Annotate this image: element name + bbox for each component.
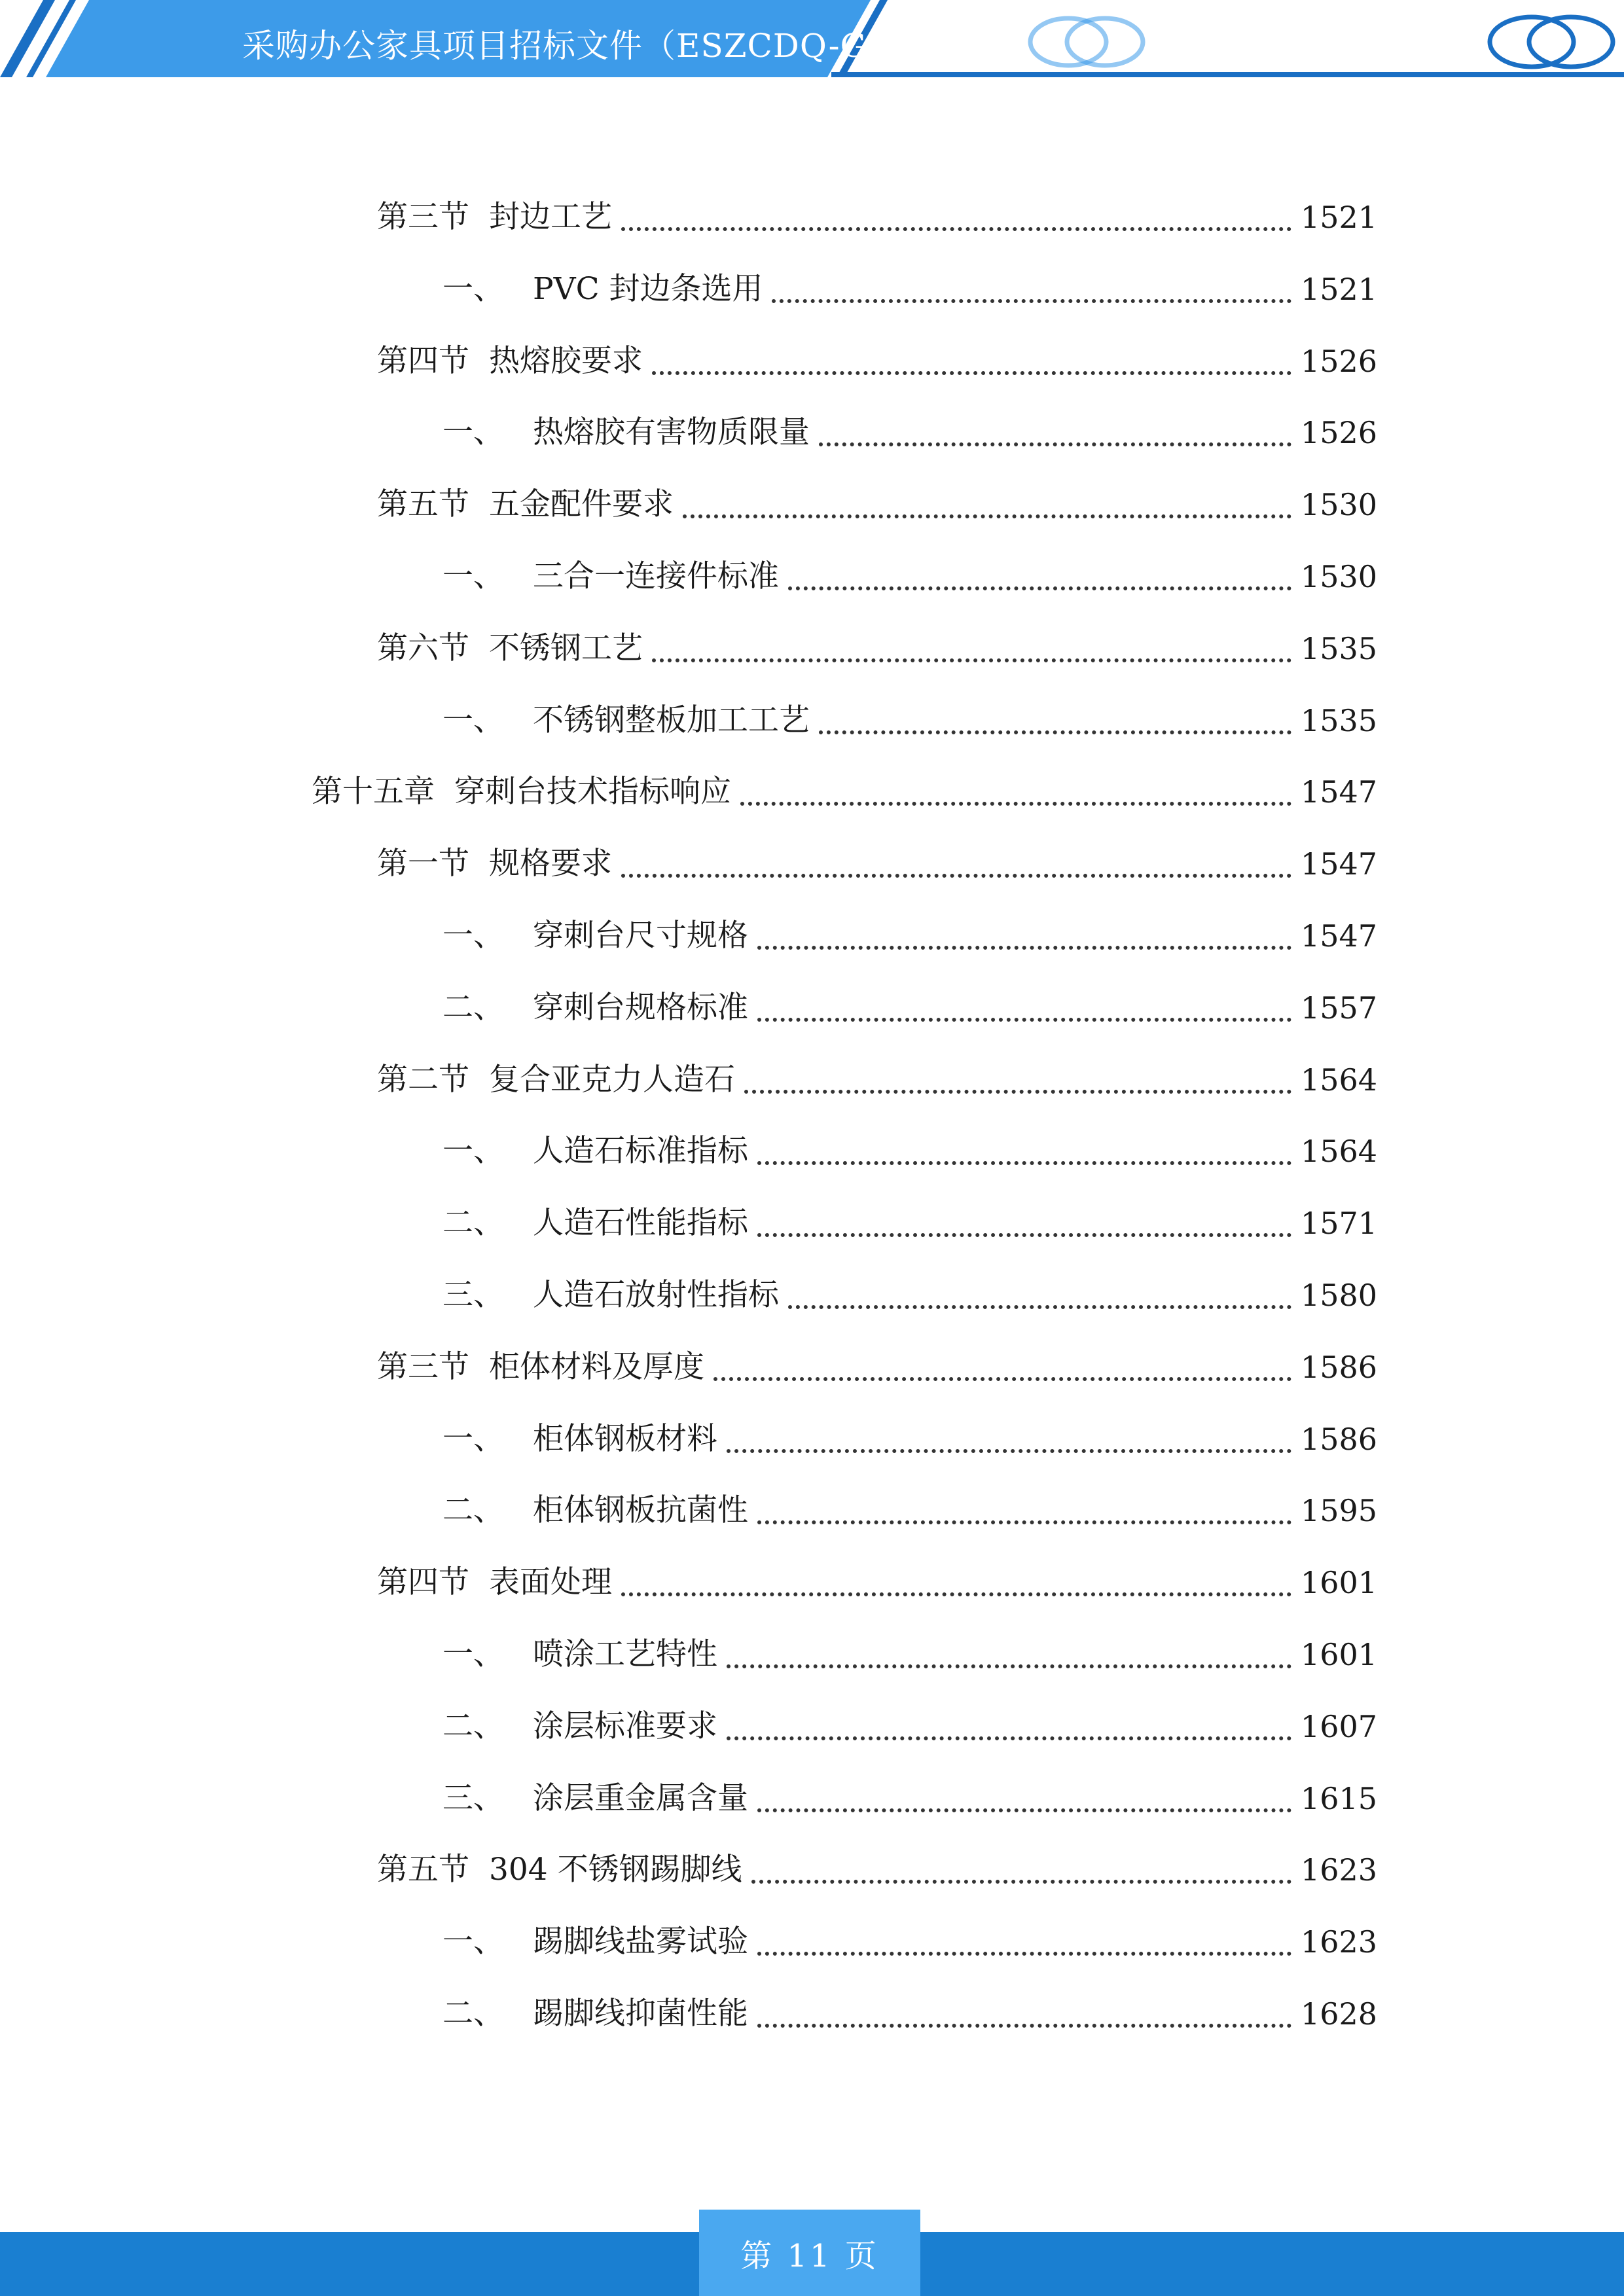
toc-dot-leader bbox=[757, 1018, 1291, 1022]
toc-entry-page: 1601 bbox=[1300, 1637, 1377, 1672]
toc-entry-title: 热熔胶要求 bbox=[489, 343, 643, 379]
toc-entry-title: 柜体材料及厚度 bbox=[489, 1349, 704, 1385]
toc-entry-title: 穿刺台尺寸规格 bbox=[533, 918, 748, 954]
toc-entry[interactable] bbox=[442, 1776, 1377, 1821]
toc-entry-number: 一、 bbox=[442, 918, 504, 954]
toc-entry-number: 一、 bbox=[442, 558, 504, 594]
toc-entry-title: 封边工艺 bbox=[489, 199, 612, 235]
toc-entry-title: 涂层重金属含量 bbox=[533, 1780, 748, 1816]
toc-entry-title: 涂层标准要求 bbox=[533, 1708, 717, 1744]
toc-entry-number: 一、 bbox=[442, 1924, 504, 1960]
toc-entry[interactable] bbox=[442, 1200, 1377, 1246]
toc-entry-title: PVC 封边条选用 bbox=[533, 271, 763, 307]
toc-dot-leader bbox=[744, 1090, 1291, 1094]
toc-entry-page: 1521 bbox=[1300, 272, 1377, 307]
document-title: 采购办公家具项目招标文件（ESZCDQ-G-H bbox=[242, 27, 909, 65]
toc-dot-leader bbox=[788, 1305, 1291, 1309]
toc-dot-leader bbox=[757, 1161, 1291, 1165]
toc-dot-leader bbox=[621, 227, 1291, 231]
toc-entry-number: 二、 bbox=[442, 990, 504, 1026]
toc-dot-leader bbox=[788, 586, 1291, 590]
toc-entry[interactable] bbox=[442, 913, 1377, 959]
toc-entry[interactable] bbox=[442, 985, 1377, 1031]
toc-entry[interactable] bbox=[312, 769, 1377, 815]
toc-entry-number: 第四节 bbox=[377, 343, 469, 379]
toc-entry-page: 1586 bbox=[1300, 1422, 1377, 1457]
toc-entry-title: 人造石标准指标 bbox=[533, 1133, 748, 1169]
toc-entry-title: 人造石放射性指标 bbox=[533, 1277, 779, 1313]
toc-entry-page: 1580 bbox=[1300, 1278, 1377, 1313]
toc-entry-page: 1535 bbox=[1300, 631, 1377, 666]
toc-entry-page: 1623 bbox=[1300, 1924, 1377, 1960]
toc-entry[interactable] bbox=[442, 698, 1377, 744]
toc-entry[interactable] bbox=[442, 1919, 1377, 1965]
toc-entry-number: 一、 bbox=[442, 271, 504, 307]
toc-entry[interactable] bbox=[377, 626, 1377, 672]
toc-dot-leader bbox=[772, 299, 1291, 303]
toc-entry-page: 1607 bbox=[1300, 1709, 1377, 1744]
toc-entry[interactable] bbox=[377, 1847, 1377, 1893]
toc-entry-page: 1530 bbox=[1300, 559, 1377, 594]
toc-entry[interactable] bbox=[377, 1560, 1377, 1605]
toc-entry-title: 喷涂工艺特性 bbox=[533, 1636, 717, 1672]
toc-entry-title: 不锈钢整板加工工艺 bbox=[533, 702, 810, 738]
toc-dot-leader bbox=[713, 1377, 1291, 1381]
toc-entry[interactable] bbox=[442, 410, 1377, 456]
toc-entry-title: 不锈钢工艺 bbox=[489, 630, 643, 666]
toc-entry-number: 第五节 bbox=[377, 486, 469, 522]
toc-dot-leader bbox=[683, 514, 1291, 518]
toc-dot-leader bbox=[757, 1520, 1291, 1524]
toc-dot-leader bbox=[819, 730, 1291, 734]
toc-entry-page: 1530 bbox=[1300, 487, 1377, 522]
toc-entry-page: 1571 bbox=[1300, 1206, 1377, 1241]
toc-entry[interactable] bbox=[442, 1416, 1377, 1462]
toc-entry-title: 柜体钢板材料 bbox=[533, 1421, 717, 1457]
toc-dot-leader bbox=[727, 1736, 1291, 1740]
toc-entry[interactable] bbox=[442, 554, 1377, 600]
toc-entry[interactable] bbox=[442, 1128, 1377, 1174]
toc-entry-number: 二、 bbox=[442, 1492, 504, 1528]
toc-entry-number: 第十五章 bbox=[312, 774, 435, 810]
toc-entry[interactable] bbox=[377, 194, 1377, 240]
toc-entry[interactable] bbox=[377, 482, 1377, 528]
toc-dot-leader bbox=[819, 442, 1291, 446]
toc-entry-page: 1547 bbox=[1300, 774, 1377, 810]
page-number-label: 第 11 页 bbox=[740, 2237, 879, 2274]
toc-entry[interactable] bbox=[442, 266, 1377, 312]
toc-entry-page: 1623 bbox=[1300, 1852, 1377, 1888]
toc-entry[interactable] bbox=[377, 1344, 1377, 1390]
toc-entry-title: 踢脚线盐雾试验 bbox=[533, 1924, 748, 1960]
toc-entry[interactable] bbox=[442, 1991, 1377, 2037]
toc-entry-title: 穿刺台技术指标响应 bbox=[454, 774, 731, 810]
toc-dot-leader bbox=[757, 946, 1291, 950]
toc-entry-page: 1526 bbox=[1300, 344, 1377, 379]
toc-entry-page: 1521 bbox=[1300, 200, 1377, 235]
toc-entry-page: 1586 bbox=[1300, 1350, 1377, 1385]
toc-entry[interactable] bbox=[442, 1488, 1377, 1534]
toc-entry[interactable] bbox=[377, 338, 1377, 384]
toc-entry-title: 304 不锈钢踢脚线 bbox=[489, 1852, 742, 1888]
toc-dot-leader bbox=[621, 1592, 1291, 1596]
toc-entry-number: 第六节 bbox=[377, 630, 469, 666]
toc-entry-page: 1547 bbox=[1300, 846, 1377, 882]
toc-entry-number: 一、 bbox=[442, 1133, 504, 1169]
rings-logo-icon bbox=[1021, 13, 1152, 72]
toc-entry[interactable] bbox=[377, 841, 1377, 887]
toc-entry-title: 表面处理 bbox=[489, 1564, 612, 1600]
toc-entry-page: 1564 bbox=[1300, 1062, 1377, 1098]
toc-dot-leader bbox=[757, 1952, 1291, 1956]
toc-entry-number: 第一节 bbox=[377, 846, 469, 882]
page-header bbox=[0, 0, 1624, 85]
toc-entry-number: 二、 bbox=[442, 1708, 504, 1744]
toc-entry[interactable] bbox=[442, 1272, 1377, 1318]
toc-dot-leader bbox=[740, 802, 1291, 806]
toc-entry-page: 1526 bbox=[1300, 415, 1377, 450]
toc-entry-title: 热熔胶有害物质限量 bbox=[533, 414, 810, 450]
rings-logo-icon bbox=[1479, 9, 1623, 75]
toc-entry-title: 柜体钢板抗菌性 bbox=[533, 1492, 748, 1528]
toc-dot-leader bbox=[621, 874, 1291, 878]
toc-entry-number: 第三节 bbox=[377, 1349, 469, 1385]
toc-dot-leader bbox=[652, 658, 1291, 662]
toc-entry-number: 第五节 bbox=[377, 1852, 469, 1888]
toc-entry-number: 一、 bbox=[442, 702, 504, 738]
toc-entry[interactable] bbox=[442, 1704, 1377, 1749]
toc-entry-page: 1595 bbox=[1300, 1493, 1377, 1528]
toc-entry[interactable] bbox=[377, 1057, 1377, 1103]
toc-entry-page: 1615 bbox=[1300, 1781, 1377, 1816]
toc-dot-leader bbox=[727, 1449, 1291, 1453]
toc-entry-title: 三合一连接件标准 bbox=[533, 558, 779, 594]
toc-entry-title: 五金配件要求 bbox=[489, 486, 674, 522]
toc-entry-number: 一、 bbox=[442, 1421, 504, 1457]
toc-entry-page: 1535 bbox=[1300, 703, 1377, 738]
toc-entry-number: 一、 bbox=[442, 414, 504, 450]
toc-entry-number: 二、 bbox=[442, 1205, 504, 1241]
toc-entry-number: 一、 bbox=[442, 1636, 504, 1672]
toc-entry-title: 复合亚克力人造石 bbox=[489, 1062, 735, 1098]
toc-entry-number: 三、 bbox=[442, 1277, 504, 1313]
toc-entry-number: 三、 bbox=[442, 1780, 504, 1816]
toc-entry-page: 1628 bbox=[1300, 1996, 1377, 2032]
toc-dot-leader bbox=[652, 371, 1291, 375]
toc-entry-page: 1564 bbox=[1300, 1134, 1377, 1169]
page-number-tab bbox=[699, 2210, 920, 2296]
toc-entry-title: 规格要求 bbox=[489, 846, 612, 882]
toc-entry[interactable] bbox=[442, 1632, 1377, 1677]
toc-entry-number: 二、 bbox=[442, 1996, 504, 2032]
toc-entry-page: 1557 bbox=[1300, 990, 1377, 1026]
toc-entry-page: 1601 bbox=[1300, 1565, 1377, 1600]
toc-entry-title: 人造石性能指标 bbox=[533, 1205, 748, 1241]
toc-entry-number: 第三节 bbox=[377, 199, 469, 235]
toc-entry-number: 第二节 bbox=[377, 1062, 469, 1098]
toc-dot-leader bbox=[727, 1664, 1291, 1668]
toc-dot-leader bbox=[757, 1808, 1291, 1812]
toc-entry-title: 穿刺台规格标准 bbox=[533, 990, 748, 1026]
toc-entry-title: 踢脚线抑菌性能 bbox=[533, 1996, 748, 2032]
toc-entry-number: 第四节 bbox=[377, 1564, 469, 1600]
toc-dot-leader bbox=[757, 1233, 1291, 1237]
toc-dot-leader bbox=[751, 1880, 1291, 1884]
toc-dot-leader bbox=[757, 2024, 1291, 2028]
toc-entry-page: 1547 bbox=[1300, 918, 1377, 954]
